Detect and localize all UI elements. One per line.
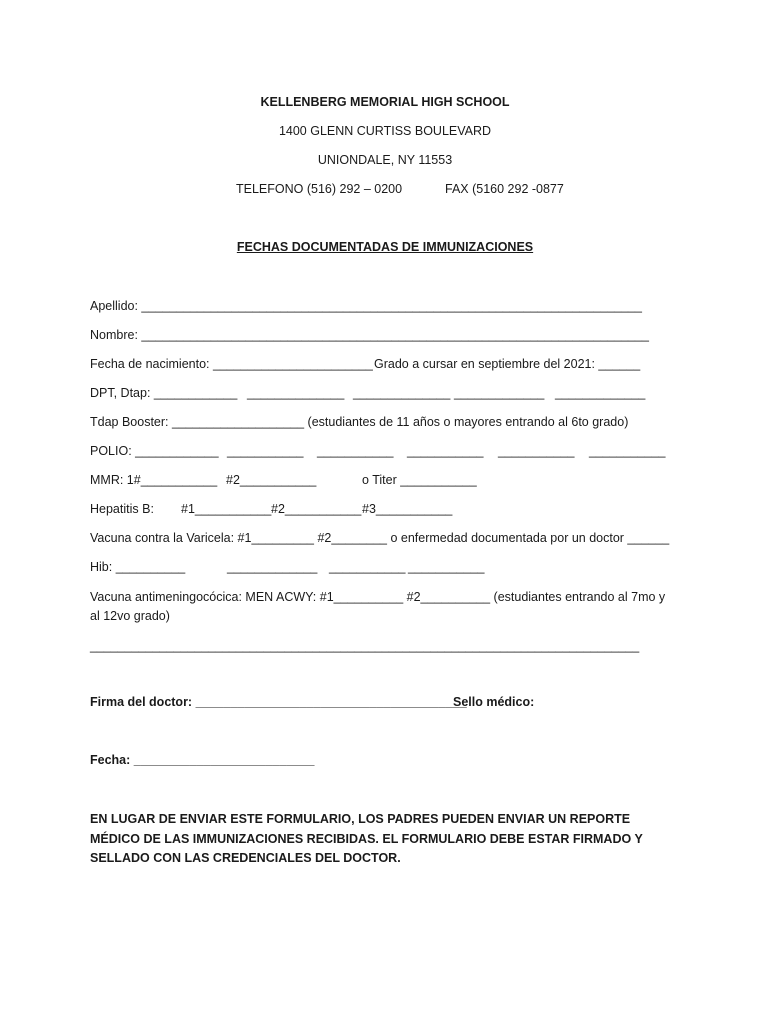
mmr-dose-2[interactable]: #2___________ (226, 473, 317, 487)
blank-line[interactable]: _______________________________________________________________________________ (90, 639, 640, 653)
hib-dose-1[interactable]: Hib: __________ (90, 560, 186, 574)
school-name: KELLENBERG MEMORIAL HIGH SCHOOL (260, 95, 510, 109)
address-line-1: 1400 GLENN CURTISS BOULEVARD (278, 124, 492, 138)
apellido-field[interactable]: Apellido: ________________________________________________________________________ (90, 299, 642, 313)
dpt-dose-3[interactable]: ______________ (353, 386, 451, 400)
hepatitis-b-dose-3[interactable]: #3___________ (362, 502, 453, 516)
dpt-dose-2[interactable]: ______________ (247, 386, 345, 400)
fecha-nacimiento-field[interactable]: Fecha de nacimiento: _______________________ (90, 357, 373, 371)
notice-text: EN LUGAR DE ENVIAR ESTE FORMULARIO, LOS PADRES PUEDEN ENVIAR UN REPORTE MÉDICO DE LAS IMMUNIZACIONES RECIBIDAS. EL FORMULARIO DEBE ESTAR FIRMADO Y SELLADO CON LAS CREDENCIALES DEL DOCTOR. (90, 812, 643, 865)
varicela-field[interactable]: Vacuna contra la Varicela: #1_________ #2________ o enfermedad documentada por un doctor ______ (90, 531, 670, 545)
tdap-field[interactable]: Tdap Booster: ___________________ (estudiantes de 11 años o mayores entrando al 6to grado) (90, 415, 629, 429)
address-line-2: UNIONDALE, NY 11553 (317, 153, 453, 167)
polio-dose-6[interactable]: ___________ (589, 444, 666, 458)
grado-field[interactable]: Grado a cursar en septiembre del 2021: ______ (374, 357, 641, 371)
medical-seal-label: Sello médico: (453, 695, 535, 709)
polio-dose-3[interactable]: ___________ (317, 444, 394, 458)
doctor-signature-field[interactable]: Firma del doctor: _______________________________________ (90, 695, 467, 709)
polio-dose-5[interactable]: ___________ (498, 444, 575, 458)
date-field[interactable]: Fecha: __________________________ (90, 753, 315, 767)
mmr-dose-1[interactable]: MMR: 1#___________ (90, 473, 218, 487)
mmr-titer[interactable]: o Titer ___________ (362, 473, 477, 487)
fax-number: FAX (5160 292 -0877 (445, 182, 564, 196)
dpt-dose-1[interactable]: DPT, Dtap: ____________ (90, 386, 238, 400)
hepatitis-b-dose-1[interactable]: #1___________ (181, 502, 272, 516)
dpt-dose-5[interactable]: _____________ (555, 386, 646, 400)
dpt-dose-4[interactable]: _____________ (454, 386, 545, 400)
polio-dose-4[interactable]: ___________ (407, 444, 484, 458)
polio-dose-2[interactable]: ___________ (227, 444, 304, 458)
hepatitis-b-label: Hepatitis B: (90, 502, 154, 516)
nombre-field[interactable]: Nombre: _________________________________________________________________________ (90, 328, 649, 342)
polio-dose-1[interactable]: POLIO: ____________ (90, 444, 219, 458)
hib-dose-4[interactable]: ___________ (408, 560, 485, 574)
phone-number: TELEFONO (516) 292 – 0200 (236, 182, 403, 196)
meningococcal-field[interactable]: Vacuna antimeningocócica: MEN ACWY: #1__________ #2__________ (estudiantes entrando al 7mo y al 12vo grado) (90, 590, 666, 623)
hib-dose-2[interactable]: _____________ (227, 560, 318, 574)
hepatitis-b-dose-2[interactable]: #2___________ (271, 502, 362, 516)
form-title: FECHAS DOCUMENTADAS DE IMMUNIZACIONES (236, 240, 534, 254)
hib-dose-3[interactable]: ___________ (329, 560, 406, 574)
